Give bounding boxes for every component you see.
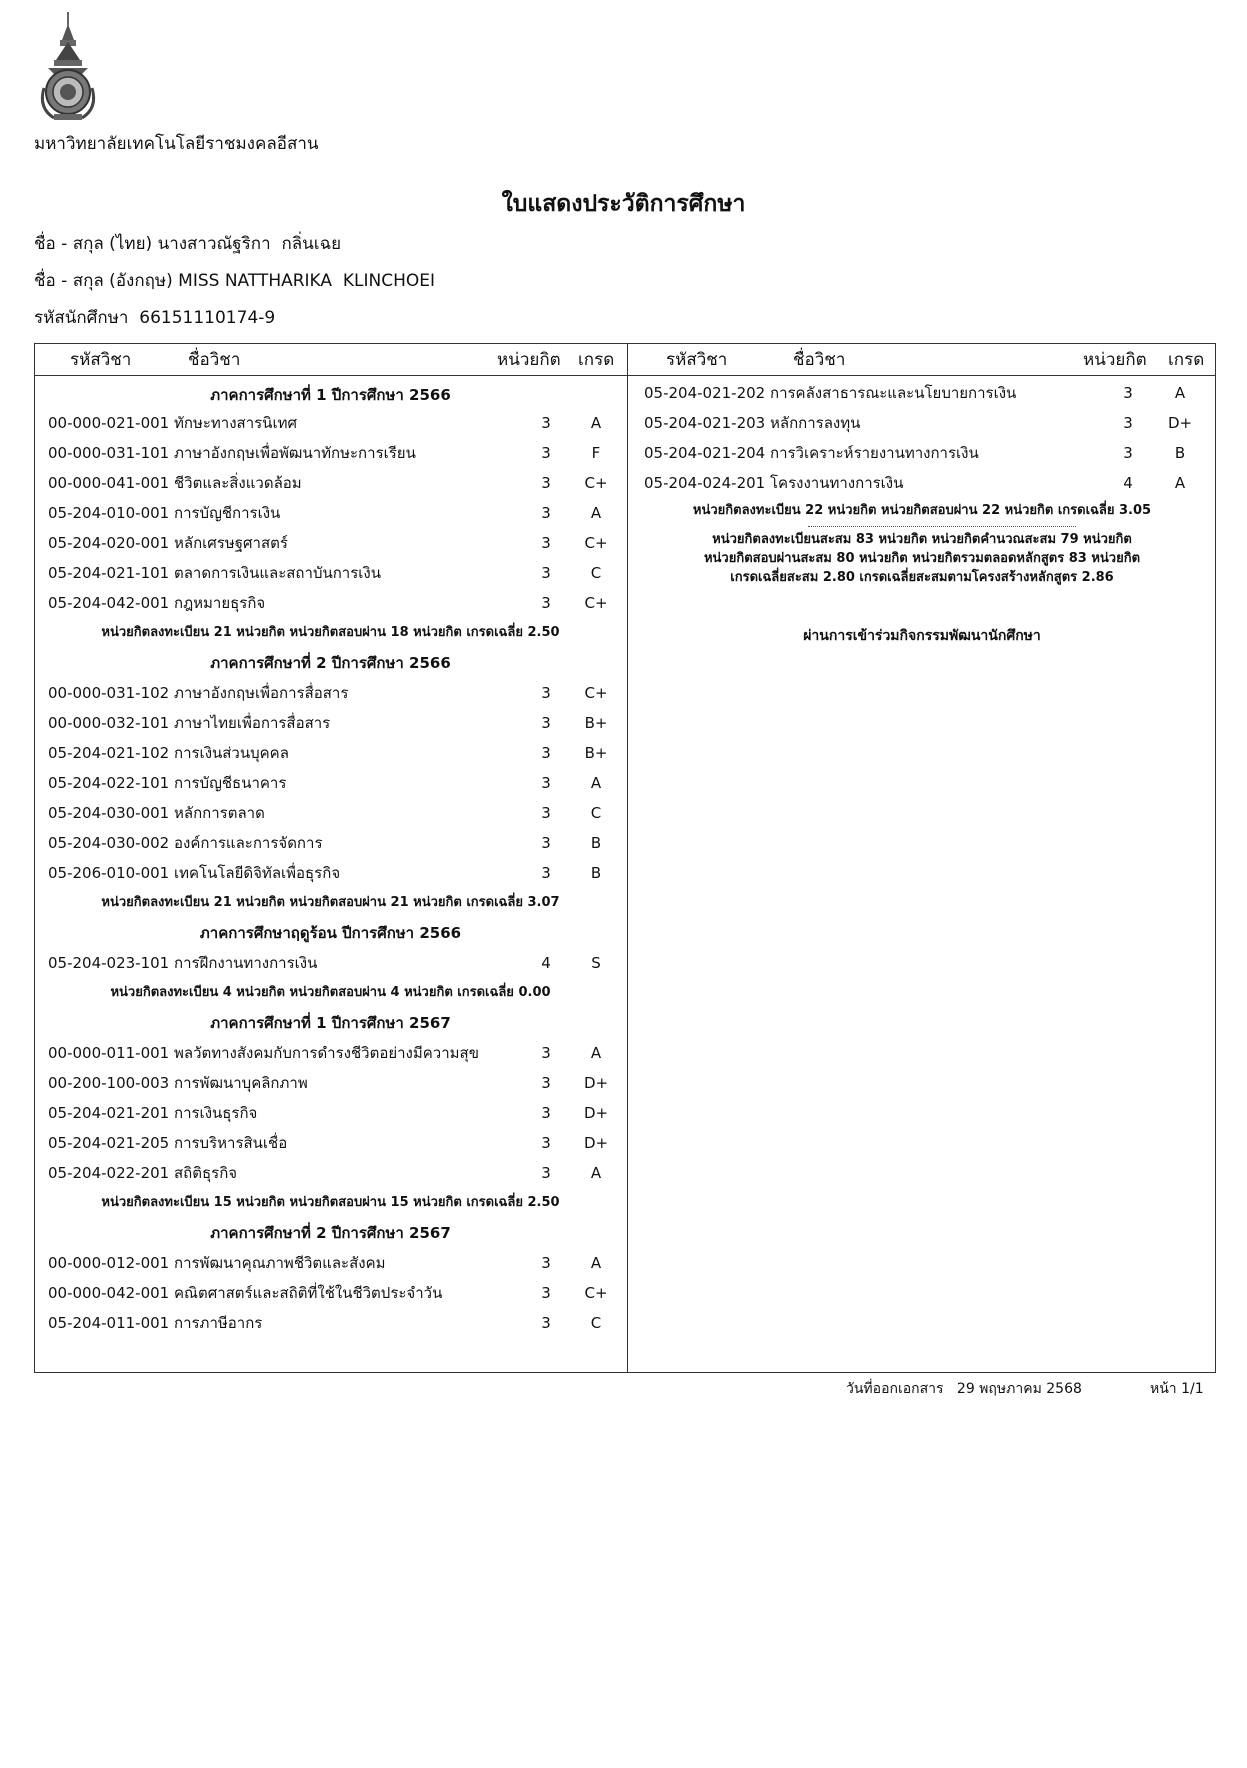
issue-date-label: วันที่ออกเอกสาร: [846, 1381, 944, 1397]
course-grade: C: [590, 804, 602, 822]
course-name: หลักการลงทุน: [770, 414, 861, 432]
name-thai-line: [34, 230, 341, 257]
course-code: 05-204-021-201: [48, 1104, 170, 1122]
course-grade: D+: [583, 1134, 609, 1152]
course-credits: 3: [541, 564, 551, 582]
course-credits: 3: [541, 864, 551, 882]
course-name: ภาษาไทยเพื่อการสื่อสาร: [174, 714, 331, 732]
course-grade: C+: [584, 534, 608, 552]
name-thai-label: ชื่อ - สกุล (ไทย): [34, 234, 153, 254]
header-name-right: ชื่อวิชา: [793, 350, 846, 370]
course-grade: D+: [1167, 414, 1193, 432]
student-id-label: รหัสนักศึกษา: [34, 308, 129, 328]
course-name: องค์การและการจัดการ: [174, 834, 323, 852]
course-code: 00-000-031-101: [48, 444, 170, 462]
course-credits: 3: [541, 1254, 551, 1272]
course-grade: D+: [583, 1074, 609, 1092]
course-credits: 3: [541, 1164, 551, 1182]
course-name: คณิตศาสตร์และสถิติที่ใช้ในชีวิตประจำวัน: [174, 1284, 443, 1302]
header-code-right: รหัสวิชา: [666, 350, 728, 370]
course-code: 05-204-021-203: [644, 414, 766, 432]
document-title: ใบแสดงประวัติการศึกษา: [501, 191, 746, 217]
course-name: การวิเคราะห์รายงานทางการเงิน: [770, 444, 979, 462]
course-code: 00-000-042-001: [48, 1284, 170, 1302]
course-code: 05-204-010-001: [48, 504, 170, 522]
course-credits: 3: [541, 474, 551, 492]
course-credits: 3: [541, 444, 551, 462]
course-name: หลักเศรษฐศาสตร์: [174, 534, 288, 552]
course-grade: B: [590, 834, 602, 852]
course-credits: 3: [541, 804, 551, 822]
course-grade: C+: [584, 594, 608, 612]
header-code-left: รหัสวิชา: [70, 350, 132, 370]
course-credits: 3: [541, 744, 551, 762]
course-code: 00-000-021-001: [48, 414, 170, 432]
course-credits: 3: [541, 534, 551, 552]
course-grade: B+: [584, 744, 608, 762]
course-credits: 4: [541, 954, 551, 972]
course-code: 00-000-031-102: [48, 684, 170, 702]
semester-2-2566-title: ภาคการศึกษาที่ 2 ปีการศึกษา 2566: [210, 654, 451, 672]
semester-1-2567-title: ภาคการศึกษาที่ 1 ปีการศึกษา 2567: [210, 1014, 451, 1032]
course-grade: A: [590, 504, 602, 522]
course-credits: 3: [541, 1104, 551, 1122]
course-credits: 3: [541, 414, 551, 432]
course-name: ภาษาอังกฤษเพื่อพัฒนาทักษะการเรียน: [174, 444, 416, 462]
header-divider: [34, 375, 1216, 376]
course-name: โครงงานทางการเงิน: [770, 474, 904, 492]
course-code: 05-204-024-201: [644, 474, 766, 492]
course-name: สถิติธุรกิจ: [174, 1164, 238, 1182]
course-name: ตลาดการเงินและสถาบันการเงิน: [174, 564, 381, 582]
semester-summary: หน่วยกิตลงทะเบียน 21 หน่วยกิต หน่วยกิตสอบผ่าน 18 หน่วยกิต เกรดเฉลี่ย 2.50: [101, 625, 560, 640]
course-code: 05-204-042-001: [48, 594, 170, 612]
student-id: 66151110174-9: [139, 308, 276, 328]
course-name: การคลังสาธารณะและนโยบายการเงิน: [770, 384, 1017, 402]
course-code: 05-204-020-001: [48, 534, 170, 552]
semester-summary: หน่วยกิตลงทะเบียน 15 หน่วยกิต หน่วยกิตสอบผ่าน 15 หน่วยกิต เกรดเฉลี่ย 2.50: [101, 1195, 560, 1210]
page-number: หน้า 1/1: [1150, 1381, 1204, 1397]
course-name: เทคโนโลยีดิจิทัลเพื่อธุรกิจ: [174, 864, 341, 882]
course-credits: 3: [541, 1314, 551, 1332]
header-grade-right: เกรด: [1168, 350, 1205, 370]
course-grade: C+: [584, 474, 608, 492]
course-code: 05-204-022-101: [48, 774, 170, 792]
course-grade: C+: [584, 1284, 608, 1302]
activity-status: ผ่านการเข้าร่วมกิจกรรมพัฒนานักศึกษา: [803, 628, 1041, 644]
course-grade: A: [590, 1164, 602, 1182]
name-thai: นางสาวณัฐริกา กลิ่นเฉย: [157, 234, 342, 254]
course-name: ทักษะทางสารนิเทศ: [174, 414, 297, 432]
name-english: MISS NATTHARIKA KLINCHOEI: [178, 271, 435, 291]
course-grade: A: [590, 1254, 602, 1272]
name-english-line: [34, 267, 435, 294]
course-name: พลวัตทางสังคมกับการดำรงชีวิตอย่างมีความสุข: [174, 1044, 479, 1062]
course-code: 00-200-100-003: [48, 1074, 170, 1092]
course-name: การภาษีอากร: [174, 1314, 263, 1332]
issue-date: 29 พฤษภาคม 2568: [956, 1381, 1082, 1397]
course-grade: A: [1174, 474, 1186, 492]
course-credits: 3: [541, 834, 551, 852]
course-credits: 3: [541, 1134, 551, 1152]
course-grade: S: [591, 954, 601, 972]
course-code: 05-206-010-001: [48, 864, 170, 882]
course-name: การบัญชีธนาคาร: [174, 774, 287, 792]
course-credits: 3: [541, 1074, 551, 1092]
course-name: การเงินส่วนบุคคล: [174, 744, 289, 762]
cumulative-gpa-line: เกรดเฉลี่ยสะสม 2.80 เกรดเฉลี่ยสะสมตามโครงสร้างหลักสูตร 2.86: [730, 570, 1114, 585]
course-name: การพัฒนาบุคลิกภาพ: [174, 1074, 308, 1092]
course-code: 05-204-030-001: [48, 804, 170, 822]
course-name: การฝึกงานทางการเงิน: [174, 954, 318, 972]
course-credits: 3: [541, 504, 551, 522]
course-credits: 3: [1123, 384, 1133, 402]
course-code: 05-204-021-101: [48, 564, 170, 582]
semester-summary: หน่วยกิตลงทะเบียน 4 หน่วยกิต หน่วยกิตสอบผ่าน 4 หน่วยกิต เกรดเฉลี่ย 0.00: [110, 985, 551, 1000]
issue-date-line: [846, 1378, 1082, 1400]
course-code: 05-204-023-101: [48, 954, 170, 972]
course-code: 05-204-021-204: [644, 444, 766, 462]
semester-2-2567-title: ภาคการศึกษาที่ 2 ปีการศึกษา 2567: [210, 1224, 451, 1242]
course-grade: A: [1174, 384, 1186, 402]
course-grade: A: [590, 774, 602, 792]
course-grade: A: [590, 1044, 602, 1062]
course-grade: F: [591, 444, 601, 462]
course-name: ชีวิตและสิ่งแวดล้อม: [174, 474, 302, 492]
course-code: 05-204-011-001: [48, 1314, 170, 1332]
university-name: มหาวิทยาลัยเทคโนโลยีราชมงคลอีสาน: [34, 134, 319, 154]
course-credits: 3: [541, 1284, 551, 1302]
course-name: การพัฒนาคุณภาพชีวิตและสังคม: [174, 1254, 386, 1272]
course-name: การบริหารสินเชื่อ: [174, 1134, 288, 1152]
course-grade: C: [590, 1314, 602, 1332]
cumulative-line-2: หน่วยกิตสอบผ่านสะสม 80 หน่วยกิต หน่วยกิตรวมตลอดหลักสูตร 83 หน่วยกิต: [703, 551, 1141, 566]
university-logo: [34, 10, 102, 128]
header-name-left: ชื่อวิชา: [188, 350, 241, 370]
course-grade: A: [590, 414, 602, 432]
course-code: 00-000-011-001: [48, 1044, 170, 1062]
course-code: 05-204-021-205: [48, 1134, 170, 1152]
semester-summary: หน่วยกิตลงทะเบียน 21 หน่วยกิต หน่วยกิตสอบผ่าน 21 หน่วยกิต เกรดเฉลี่ย 3.07: [101, 895, 560, 910]
course-credits: 3: [541, 714, 551, 732]
course-credits: 4: [1123, 474, 1133, 492]
course-name: ภาษาอังกฤษเพื่อการสื่อสาร: [174, 684, 349, 702]
semester-summer-2566-title: ภาคการศึกษาฤดูร้อน ปีการศึกษา 2566: [199, 924, 462, 942]
course-name: การเงินธุรกิจ: [174, 1104, 258, 1122]
course-code: 05-204-030-002: [48, 834, 170, 852]
course-credits: 3: [541, 684, 551, 702]
course-name: การบัญชีการเงิน: [174, 504, 281, 522]
dotted-separator: [808, 526, 1076, 527]
course-grade: B: [1174, 444, 1186, 462]
course-credits: 3: [1123, 444, 1133, 462]
semester-summary: หน่วยกิตลงทะเบียน 22 หน่วยกิต หน่วยกิตสอบผ่าน 22 หน่วยกิต เกรดเฉลี่ย 3.05: [692, 503, 1152, 518]
name-english-label: ชื่อ - สกุล (อังกฤษ): [34, 271, 173, 291]
course-code: 00-000-032-101: [48, 714, 170, 732]
course-grade: C+: [584, 684, 608, 702]
course-code: 00-000-012-001: [48, 1254, 170, 1272]
student-id-line: [34, 304, 275, 331]
cumulative-line-1: หน่วยกิตลงทะเบียนสะสม 83 หน่วยกิต หน่วยกิตคำนวณสะสม 79 หน่วยกิต: [712, 532, 1132, 547]
course-grade: B: [590, 864, 602, 882]
semester-1-2566-title: ภาคการศึกษาที่ 1 ปีการศึกษา 2566: [210, 386, 451, 404]
header-credits-left: หน่วยกิต: [497, 350, 561, 370]
course-code: 00-000-041-001: [48, 474, 170, 492]
header-credits-right: หน่วยกิต: [1083, 350, 1147, 370]
course-name: กฎหมายธุรกิจ: [174, 594, 266, 612]
course-credits: 3: [541, 594, 551, 612]
course-code: 05-204-022-201: [48, 1164, 170, 1182]
course-code: 05-204-021-102: [48, 744, 170, 762]
course-credits: 3: [541, 774, 551, 792]
header-grade-left: เกรด: [578, 350, 615, 370]
course-credits: 3: [541, 1044, 551, 1062]
course-code: 05-204-021-202: [644, 384, 766, 402]
course-grade: C: [590, 564, 602, 582]
course-grade: B+: [584, 714, 608, 732]
course-name: หลักการตลาด: [174, 804, 265, 822]
course-credits: 3: [1123, 414, 1133, 432]
course-grade: D+: [583, 1104, 609, 1122]
